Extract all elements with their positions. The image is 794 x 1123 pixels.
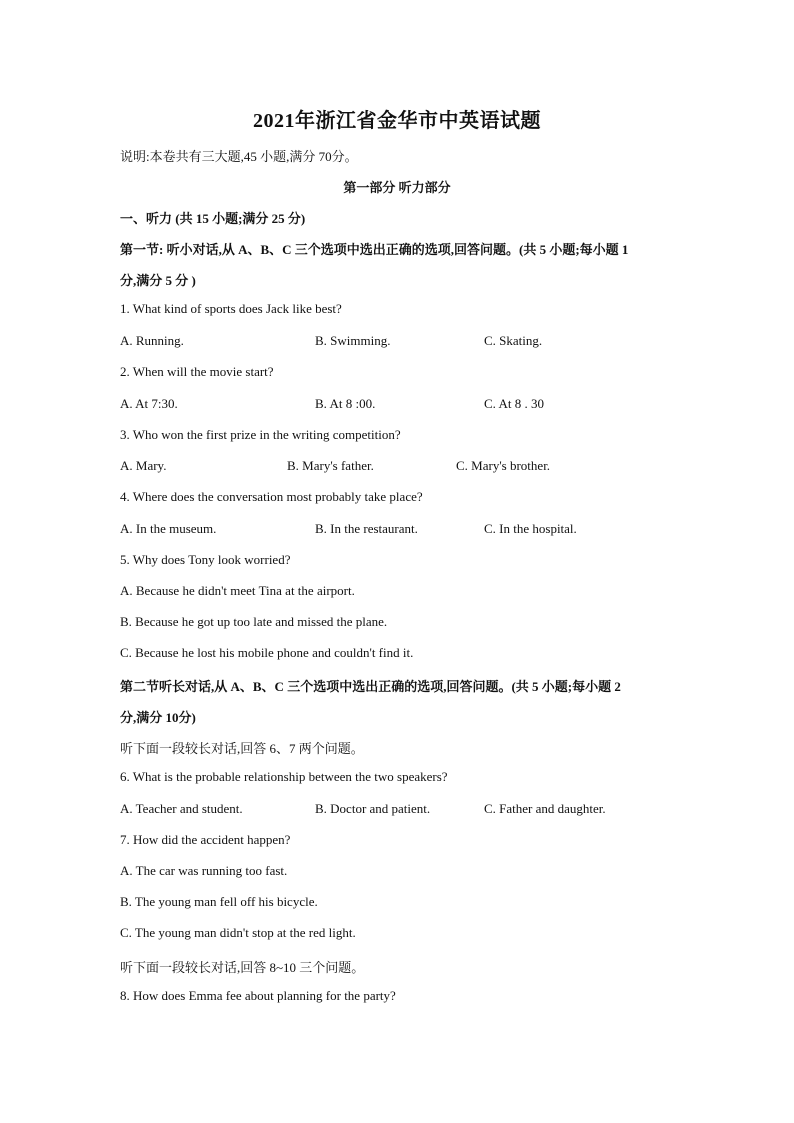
q1-option-c: C. Skating. <box>484 333 543 348</box>
q6-option-c: C. Father and daughter. <box>484 801 606 816</box>
q1-option-a: A. Running. <box>120 333 184 348</box>
q4-option-a: A. In the museum. <box>120 521 217 536</box>
q4-option-c: C. In the hospital. <box>484 521 577 536</box>
q3-option-c: C. Mary's brother. <box>456 458 551 473</box>
question-1: 1. What kind of sports does Jack like best? <box>120 301 342 316</box>
question-7: 7. How did the accident happen? <box>120 832 291 847</box>
q3-option-a: A. Mary. <box>120 458 167 473</box>
page-title: 2021年浙江省金华市中英语试题 <box>253 110 541 132</box>
question-6: 6. What is the probable relationship between the two speakers? <box>120 769 448 784</box>
q3-option-b: B. Mary's father. <box>287 458 374 473</box>
question-5: 5. Why does Tony look worried? <box>120 552 291 567</box>
q2-option-c: C. At 8 . 30 <box>484 396 544 411</box>
q5-option-c: C. Because he lost his mobile phone and couldn't find it. <box>120 645 414 660</box>
q2-option-b: B. At 8 :00. <box>315 396 376 411</box>
question-4: 4. Where does the conversation most probably take place? <box>120 489 423 504</box>
question-3: 3. Who won the first prize in the writing competition? <box>120 427 401 442</box>
q2-option-a: A. At 7:30. <box>120 396 178 411</box>
q7-option-a: A. The car was running too fast. <box>120 863 288 878</box>
q6-option-b: B. Doctor and patient. <box>315 801 431 816</box>
q4-option-b: B. In the restaurant. <box>315 521 418 536</box>
instructions-8-10: 听下面一段较长对话,回答 8~10 三个问题。 <box>120 960 365 975</box>
part1-heading: 第一部分 听力部分 <box>343 180 451 195</box>
sub2-instructions-line1: 第二节听长对话,从 A、B、C 三个选项中选出正确的选项,回答问题。(共 5 小题;每小题 2 <box>120 679 621 694</box>
q5-option-a: A. Because he didn't meet Tina at the airport. <box>120 583 355 598</box>
q6-option-a: A. Teacher and student. <box>120 801 243 816</box>
q7-option-b: B. The young man fell off his bicycle. <box>120 894 318 909</box>
instructions-6-7: 听下面一段较长对话,回答 6、7 两个问题。 <box>120 741 364 756</box>
q5-option-b: B. Because he got up too late and missed the plane. <box>120 614 388 629</box>
sub1-instructions-line1: 第一节: 听小对话,从 A、B、C 三个选项中选出正确的选项,回答问题。(共 5 小题;每小题 1 <box>120 242 629 257</box>
section1-heading: 一、听力 (共 15 小题;满分 25 分) <box>120 211 306 226</box>
q1-option-b: B. Swimming. <box>315 333 391 348</box>
q7-option-c: C. The young man didn't stop at the red light. <box>120 925 356 940</box>
sub1-instructions-line2: 分,满分 5 分 ) <box>120 273 196 288</box>
question-2: 2. When will the movie start? <box>120 364 274 379</box>
question-8: 8. How does Emma fee about planning for the party? <box>120 988 396 1003</box>
sub2-instructions-line2: 分,满分 10分) <box>120 710 196 725</box>
intro-text: 说明:本卷共有三大题,45 小题,满分 70分。 <box>120 149 358 164</box>
